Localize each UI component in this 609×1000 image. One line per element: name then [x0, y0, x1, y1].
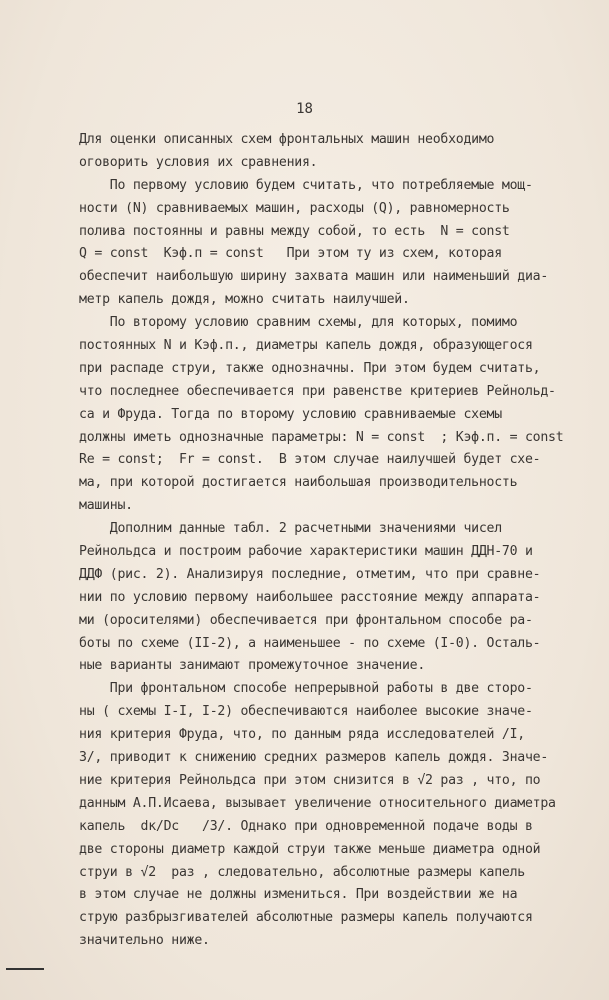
text-line: метр капель дождя, можно считать наилучшей. [79, 292, 410, 308]
text-line: машины. [79, 498, 133, 514]
text-line: ма, при которой достигается наибольшая производительность [79, 475, 518, 491]
text-line: в этом случае не должны измениться. При воздействии же на [79, 887, 518, 903]
text-line: Дополним данные табл. 2 расчетными значениями чисел [79, 521, 502, 537]
text-line: должны иметь однозначные параметры: N = const ; Кэф.п. = const [79, 429, 564, 445]
text-line: 3/, приводит к снижению средних размеров капель дождя. Значе- [79, 750, 549, 766]
text-line: при распаде струи, также однозначны. При этом будем считать, [79, 360, 541, 376]
text-line: ные варианты занимают промежуточное значение. [79, 658, 426, 674]
page-number: 18 [296, 101, 313, 117]
text-line: Рейнольдса и построим рабочие характеристики машин ДДН-70 и [79, 544, 533, 560]
text-line: две стороны диаметр каждой струи также меньше диаметра одной [79, 841, 541, 857]
text-line: При фронтальном способе непрерывной работы в две сторо- [79, 681, 533, 697]
text-line: обеспечит наибольшую ширину захвата машин или наименьший диа- [79, 269, 549, 285]
text-line: са и Фруда. Тогда по второму условию сравниваемые схемы [79, 406, 502, 422]
text-line: По второму условию сравним схемы, для которых, помимо [79, 315, 518, 331]
body-text [79, 129, 609, 953]
text-line: ния критерия Фруда, что, по данным ряда исследователей /I, [79, 727, 525, 743]
text-line: ны ( схемы I-I, I-2) обеспечиваются наиболее высокие значе- [79, 704, 533, 720]
text-line: постоянных N и Кэф.п., диаметры капель дождя, образующегося [79, 338, 533, 354]
text-line: боты по схеме (II-2), а наименьшее - по схеме (I-0). Осталь- [79, 635, 541, 651]
text-line: Q = const Кэф.п = const При этом ту из схем, которая [79, 246, 502, 262]
text-line: Re = const; Fr = const. В этом случае наилучшей будет схе- [79, 452, 541, 468]
text-line: полива постоянны и равны между собой, то есть N = const [79, 223, 510, 239]
text-line: что последнее обеспечивается при равенстве критериев Рейнольд- [79, 383, 556, 399]
text-line: ние критерия Рейнольдса при этом снизится в √2 раз , что, по [79, 772, 541, 788]
margin-dash [6, 968, 44, 970]
text-line: капель dк/Dc /3/. Однако при одновременной подаче воды в [79, 818, 533, 834]
text-line: струю разбрызгивателей абсолютные размеры капель получаются [79, 910, 533, 926]
text-line: нии по условию первому наибольшее расстояние между аппарата- [79, 589, 541, 605]
text-line: ности (N) сравниваемых машин, расходы (Q), равномерность [79, 200, 510, 216]
text-line: данным А.П.Исаева, вызывает увеличение относительного диаметра [79, 795, 556, 811]
text-line: значительно ниже. [79, 933, 210, 949]
text-line: По первому условию будем считать, что потребляемые мощ- [79, 177, 533, 193]
text-line: Для оценки описанных схем фронтальных машин необходимо [79, 132, 495, 147]
text-line: оговорить условия их сравнения. [79, 154, 318, 170]
text-line: ДДФ (рис. 2). Анализируя последние, отметим, что при сравне- [79, 566, 541, 582]
text-line: ми (оросителями) обеспечивается при фронтальном способе ра- [79, 612, 533, 628]
text-line: струи в √2 раз , следовательно, абсолютные размеры капель [79, 864, 525, 880]
